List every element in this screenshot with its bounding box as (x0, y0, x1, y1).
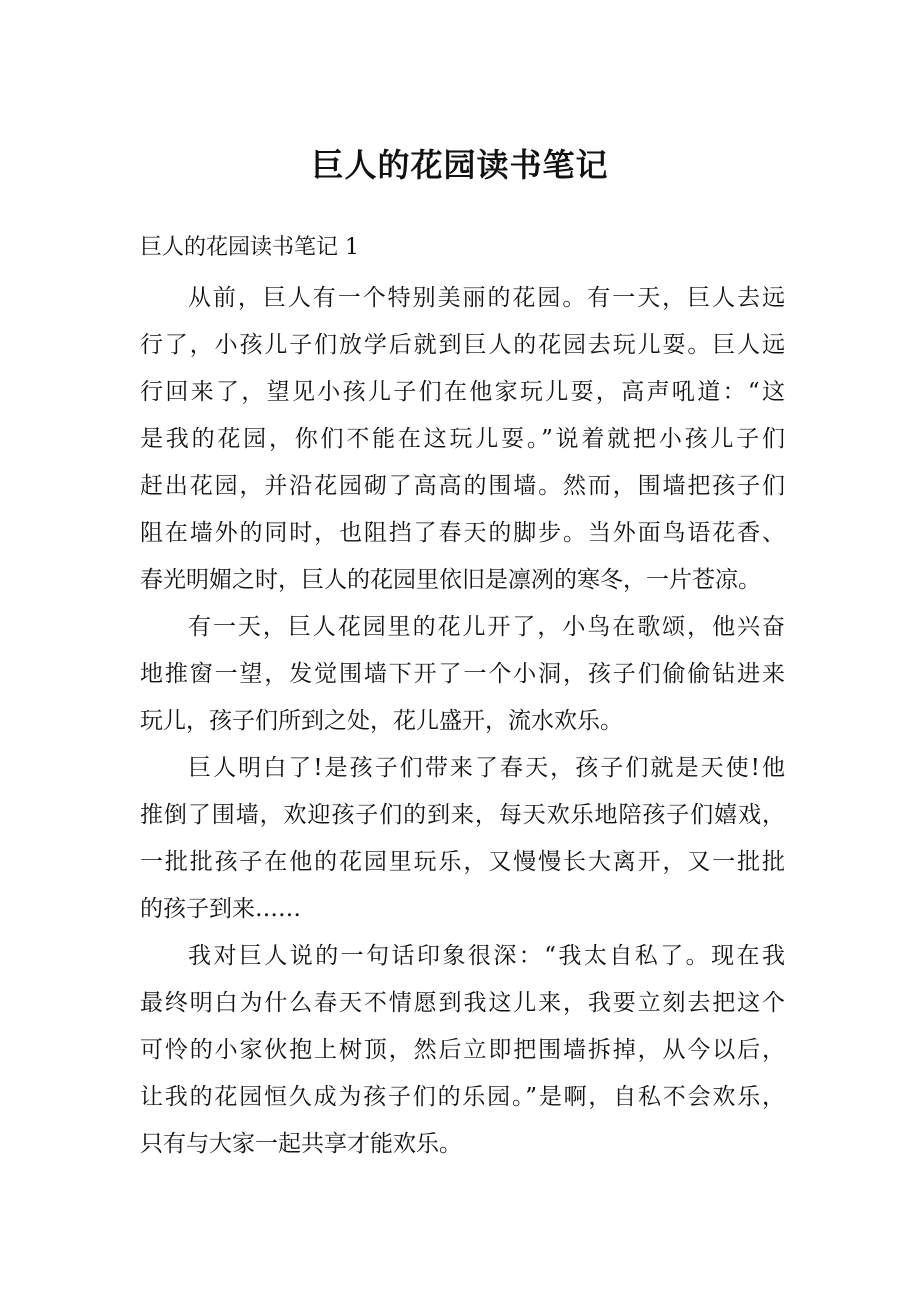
text-line: 行了，小孩儿子们放学后就到巨人的花园去玩儿耍。巨人远 (140, 332, 785, 358)
text-line: 我对巨人说的一句话印象很深：“我太自私了。现在我 (188, 943, 785, 969)
text-line: 一批批孩子在他的花园里玩乐，又慢慢长大离开，又一批批 (140, 849, 785, 875)
text-line: 春光明媚之时，巨人的花园里依旧是凛冽的寒冬，一片苍凉。 (140, 567, 761, 593)
text-line: 最终明白为什么春天不情愿到我这儿来，我要立刻去把这个 (140, 990, 785, 1016)
section-heading: 巨人的花园读书笔记 1 (140, 235, 359, 260)
text-line: 阻在墙外的同时，也阻挡了春天的脚步。当外面鸟语花香、 (140, 520, 785, 546)
paragraph (140, 933, 785, 1168)
document-title: 巨人的花园读书笔记 (311, 146, 609, 184)
text-line: 是我的花园，你们不能在这玩儿耍。”说着就把小孩儿子们 (140, 426, 785, 452)
text-line: 推倒了围墙，欢迎孩子们的到来，每天欢乐地陪孩子们嬉戏， (140, 802, 785, 828)
text-line: 可怜的小家伙抱上树顶，然后立即把围墙拆掉，从今以后， (140, 1037, 785, 1063)
text-line: 让我的花园恒久成为孩子们的乐园。”是啊，自私不会欢乐， (140, 1084, 785, 1110)
paragraph (140, 745, 785, 933)
text-line: 有一天，巨人花园里的花儿开了，小鸟在歌颂，他兴奋 (188, 614, 785, 640)
paragraph (140, 604, 785, 745)
text-line: 行回来了，望见小孩儿子们在他家玩儿耍，高声吼道：“这 (140, 379, 785, 405)
paragraph (140, 275, 785, 604)
text-line: 玩儿，孩子们所到之处，花儿盛开，流水欢乐。 (140, 708, 623, 734)
text-line: 地推窗一望，发觉围墙下开了一个小洞，孩子们偷偷钻进来 (140, 661, 785, 687)
text-line: 赶出花园，并沿花园砌了高高的围墙。然而，围墙把孩子们 (140, 473, 785, 499)
text-line: 的孩子到来…… (140, 896, 301, 922)
document-body (140, 275, 785, 1168)
text-line: 只有与大家一起共享才能欢乐。 (140, 1131, 462, 1157)
text-line: 巨人明白了!是孩子们带来了春天，孩子们就是天使!他 (188, 755, 785, 781)
text-line: 从前，巨人有一个特别美丽的花园。有一天，巨人去远 (188, 285, 785, 311)
